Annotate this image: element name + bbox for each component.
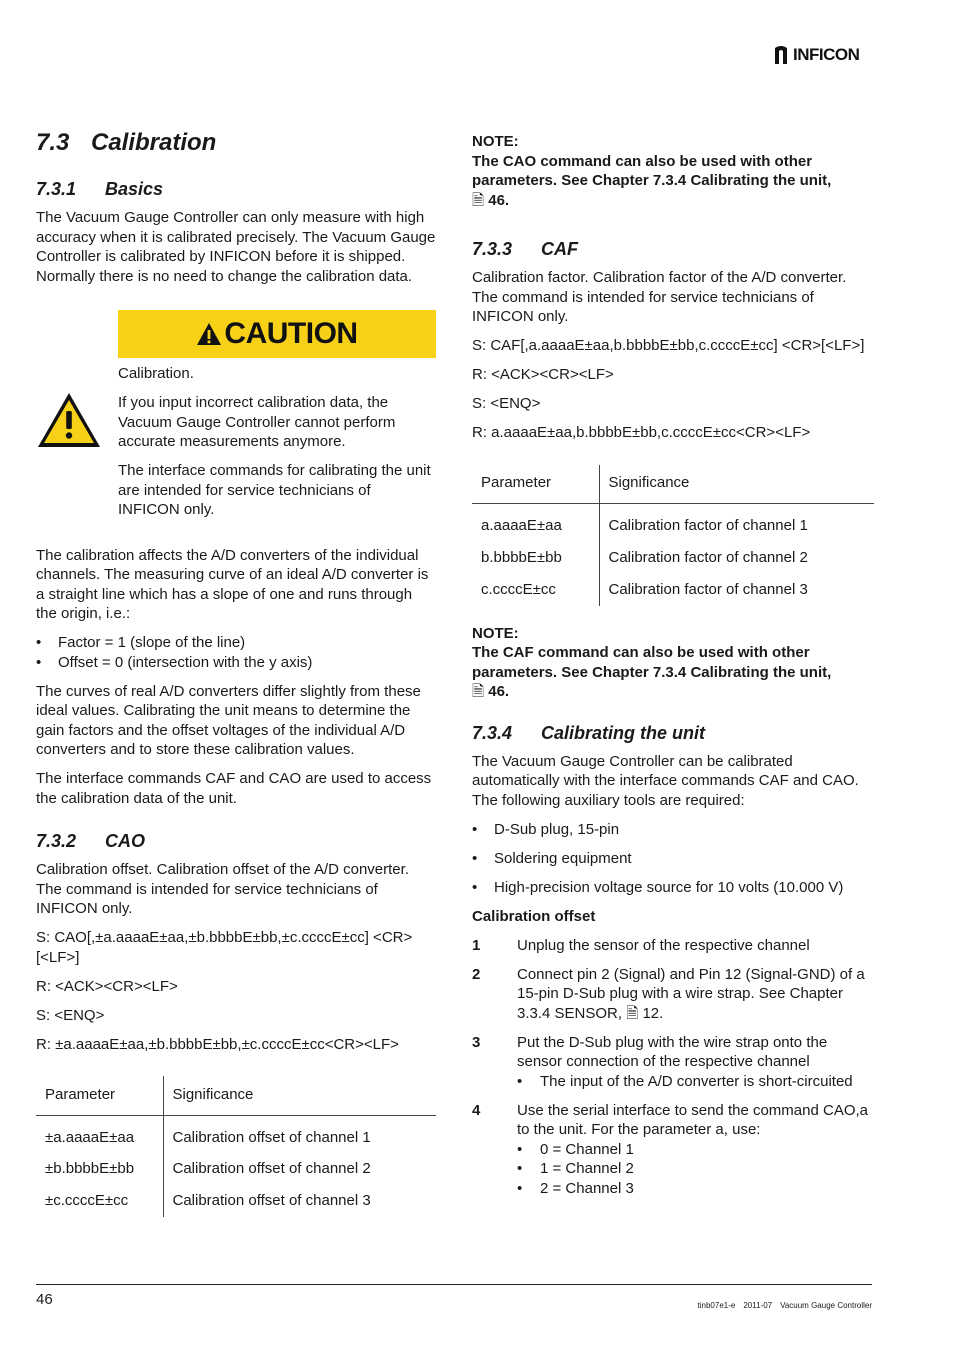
subsection-title: CAO — [105, 831, 145, 851]
table-row — [36, 1115, 436, 1153]
step-text: Put the D-Sub plug with the wire strap onto the sensor connection of the respective channel — [517, 1033, 828, 1070]
table-cell: Calibration factor of channel 3 — [608, 580, 808, 598]
step-text: Connect pin 2 (Signal) and Pin 12 (Signal-GND) of a 15-pin D-Sub plug with a wire strap. See Chapter 3.3.4 SENSOR, — [517, 965, 865, 1022]
section-number: 7.3 — [36, 129, 70, 156]
page-reference[interactable]: 46. — [488, 683, 510, 700]
tools-list — [472, 820, 874, 898]
caution-label: CAUTION — [224, 317, 358, 351]
note-label: NOTE: — [472, 624, 519, 642]
note-cao — [472, 132, 874, 210]
step-number: 3 — [472, 1033, 481, 1051]
interface-commands-paragraph: The interface commands CAF and CAO are used to access the calibration data of the unit. — [36, 770, 432, 807]
subsection-number: 7.3.2 — [36, 831, 77, 851]
subsection-number: 7.3.4 — [472, 722, 513, 743]
table-cell: Calibration offset of channel 3 — [172, 1192, 371, 1210]
subsection-number: 7.3.3 — [472, 239, 513, 259]
page-number: 46 — [36, 1291, 53, 1308]
page-reference-icon: 🗎 — [626, 1004, 639, 1022]
table-header-cell: Parameter — [472, 465, 599, 504]
step-sub-list — [517, 1072, 874, 1092]
note-text: The CAF command can also be used with other parameters. See Chapter 7.3.4 Calibrating the unit, 🗎 46. — [472, 644, 832, 700]
list-item: • High-precision voltage source for 10 volts (10.000 V) — [472, 878, 874, 898]
list-item: • Offset = 0 (intersection with the y axis) — [36, 653, 436, 673]
cao-command-response: R: ±a.aaaaE±aa,±b.bbbbE±bb,±c.ccccE±cc<CR><LF> — [36, 1035, 399, 1053]
calibration-affects-paragraph: The calibration affects the A/D converters of the individual channels. The measuring curve of an ideal A/D converter is a straight line which has a slope of one and runs through the origin, i.e.: — [36, 546, 429, 622]
calibration-offset-heading: Calibration offset — [472, 907, 596, 925]
basics-intro: The Vacuum Gauge Controller can only measure with high accuracy when it is calibrated precisely. The Vacuum Gauge Controller is calibrated by INFICON before it is shipped. Normally there is no need to change the calibration data. — [36, 209, 436, 285]
table-row — [472, 504, 874, 542]
sub-list-item: • 1 = Channel 2 — [517, 1159, 874, 1179]
step-text: Unplug the sensor of the respective channel — [517, 936, 810, 954]
step-number: 2 — [472, 965, 481, 983]
step-text: Use the serial interface to send the command CAO,a to the unit. For the parameter a, use: — [517, 1101, 869, 1138]
subsection-title: Basics — [105, 179, 164, 199]
table-row — [472, 574, 874, 606]
doc-id: tinb07e1-e — [697, 1301, 736, 1310]
caf-command-ack: R: <ACK><CR><LF> — [472, 366, 614, 383]
page-reference[interactable]: 12. — [642, 1004, 664, 1022]
subsection-calibrating-heading — [472, 722, 874, 744]
warning-sign-icon — [36, 391, 102, 449]
cao-description: Calibration offset. Calibration offset of the A/D converter. The command is intended for service technicians of INFICON only. — [36, 861, 409, 917]
step-sub-list — [517, 1140, 874, 1199]
table-row — [36, 1185, 436, 1217]
page-reference[interactable]: 46. — [488, 191, 510, 209]
table-row — [472, 542, 874, 574]
sub-list-item: • 0 = Channel 1 — [517, 1140, 874, 1160]
table-header-cell: Parameter — [36, 1076, 163, 1115]
subsection-title: Calibrating the unit — [541, 722, 705, 743]
section-title: Calibration — [91, 129, 217, 156]
inficon-logo — [772, 44, 859, 66]
note-caf — [472, 624, 874, 702]
table-cell: ±b.bbbbE±bb — [36, 1153, 163, 1185]
caution-banner — [118, 310, 436, 358]
table-header-cell: Significance — [599, 465, 874, 504]
caution-text-2: The interface commands for calibrating the unit are intended for service technicians of INFICON only. — [118, 462, 431, 518]
table-cell: Calibration offset of channel 1 — [172, 1128, 371, 1146]
table-cell: Calibration factor of channel 1 — [608, 517, 808, 534]
table-cell: ±c.ccccE±cc — [36, 1185, 163, 1217]
table-header-row — [36, 1076, 436, 1115]
sub-list-item: • The input of the A/D converter is short-circuited — [517, 1072, 874, 1092]
caf-parameter-table — [472, 465, 874, 606]
caf-command-set: S: CAF[,a.aaaaE±aa,b.bbbbE±bb,c.ccccE±cc] <CR>[<LF>] — [472, 337, 865, 354]
table-cell: a.aaaaE±aa — [472, 504, 599, 542]
subsection-basics-heading — [36, 178, 436, 200]
caf-command-enq: S: <ENQ> — [472, 395, 541, 412]
page-reference-icon: 🗎 — [472, 191, 485, 209]
calibrating-intro: The Vacuum Gauge Controller can be calibrated automatically with the interface commands CAF and CAO. The following auxiliary tools are required: — [472, 752, 859, 809]
note-label: NOTE: — [472, 133, 519, 150]
sub-list-item: • 2 = Channel 3 — [517, 1179, 874, 1199]
step-item — [472, 1033, 874, 1092]
step-item — [472, 1101, 874, 1199]
caf-description: Calibration factor. Calibration factor of the A/D converter. The command is intended for service technicians of INFICON only. — [472, 269, 847, 325]
page-reference-icon: 🗎 — [472, 683, 485, 700]
table-cell: Calibration offset of channel 2 — [172, 1160, 371, 1178]
logo-text: INFICON — [793, 45, 860, 65]
table-cell: ±a.aaaaE±aa — [36, 1115, 163, 1153]
subsection-number: 7.3.1 — [36, 179, 77, 199]
cao-command-enq: S: <ENQ> — [36, 1006, 105, 1024]
step-item — [472, 965, 874, 1024]
table-cell: c.ccccE±cc — [472, 574, 599, 606]
subsection-cao-heading — [36, 830, 436, 852]
product-name: Vacuum Gauge Controller — [780, 1301, 872, 1310]
footer-divider — [36, 1284, 872, 1285]
right-column — [472, 132, 874, 1208]
step-number: 1 — [472, 936, 481, 954]
table-cell: b.bbbbE±bb — [472, 542, 599, 574]
procedure-steps — [472, 936, 874, 1199]
subsection-caf-heading — [472, 238, 874, 260]
list-item: • Soldering equipment — [472, 849, 874, 869]
table-header-row — [472, 465, 874, 504]
caution-body — [36, 364, 436, 520]
table-row — [36, 1153, 436, 1185]
inficon-mark-icon — [772, 44, 790, 66]
cao-parameter-table — [36, 1076, 436, 1217]
ideal-values-list — [36, 633, 436, 672]
note-text: The CAO command can also be used with other parameters. See Chapter 7.3.4 Calibrating the unit, 🗎 46. — [472, 152, 832, 209]
curves-paragraph: The curves of real A/D converters differ slightly from these ideal values. Calibrating the unit means to determine the gain factors and the offset voltages of the individual A/D converters and to store these calibration values. — [36, 682, 421, 758]
caution-heading: Calibration. — [118, 365, 194, 382]
step-number: 4 — [472, 1101, 481, 1119]
list-item: • D-Sub plug, 15-pin — [472, 820, 874, 840]
left-column — [36, 128, 436, 1235]
table-cell: Calibration factor of channel 2 — [608, 548, 808, 566]
doc-date: 2011-07 — [743, 1301, 773, 1310]
caf-command-response: R: a.aaaaE±aa,b.bbbbE±bb,c.ccccE±cc<CR><LF> — [472, 424, 811, 441]
footer-info — [690, 1296, 872, 1316]
table-header-cell: Significance — [163, 1076, 436, 1115]
cao-command-ack: R: <ACK><CR><LF> — [36, 977, 178, 995]
cao-command-set: S: CAO[,±a.aaaaE±aa,±b.bbbbE±bb,±c.ccccE±cc] <CR>[<LF>] — [36, 929, 413, 966]
caution-text-1: If you input incorrect calibration data, the Vacuum Gauge Controller cannot perform accurate measurements anymore. — [118, 394, 396, 450]
section-heading — [36, 128, 436, 158]
caution-triangle-icon — [196, 322, 222, 346]
subsection-title: CAF — [541, 239, 578, 259]
step-item — [472, 936, 874, 956]
list-item: • Factor = 1 (slope of the line) — [36, 633, 436, 653]
